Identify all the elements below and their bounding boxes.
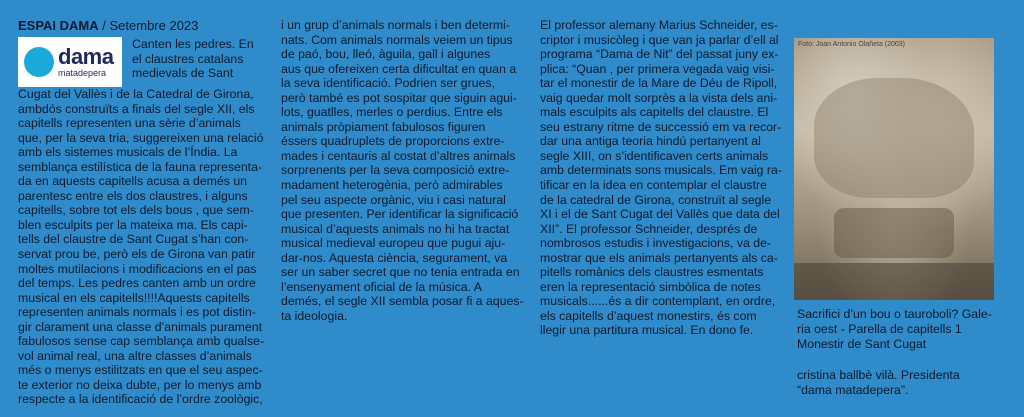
text-line: ta ideologia. [281, 308, 348, 323]
text-line: nats. Com animals normals veiem un tipus [281, 32, 513, 47]
photo-credit: Foto: Joan Antonio Olañeta (2003) [798, 41, 906, 48]
text-line: capitells, sobre tot els dels bous , que sem- [18, 203, 254, 218]
issue-date: Setembre 2023 [109, 18, 199, 33]
text-line: medievals de Sant [132, 66, 234, 81]
text-line: nombrosos estudis i investigacions, va de- [540, 236, 772, 251]
text-line: moltes mutilacions i modificacions en el pas [18, 261, 257, 276]
section-header [18, 18, 272, 33]
text-line: éssers quadruplets de proporcions extre- [281, 134, 505, 149]
text-line: animals pròpiament fabulosos figuren [281, 119, 486, 134]
text-line: pel seu aspecte orgànic, viu i casi natural [281, 192, 506, 207]
logo-word-dama: dama [58, 44, 114, 69]
text-line: XI i el de Sant Cugat del Vallès que data del [540, 207, 780, 222]
article-body-1 [18, 87, 272, 407]
text-line: plica: “Quan , per primera vegada vaig visi- [540, 61, 775, 76]
logo-row [18, 37, 272, 87]
text-line: del temps. Les pedres canten amb un ordre [18, 276, 256, 291]
signature-line: cristina ballbè vilà. Presidenta [797, 368, 960, 382]
text-line: amb determinats sons musicals. Em vaig ra- [540, 163, 782, 178]
text-line: tar el monestir de la Mare de Déu de Ripoll, [540, 76, 778, 91]
text-line: de paó, bou, lleó, àguila, gall i algunes [281, 47, 491, 62]
photo-column-shape [834, 208, 954, 258]
article-column-3 [540, 18, 785, 338]
text-line: musicals......és a dir contemplant, en ordre, [540, 294, 776, 309]
text-line: vol animal real, una altre classes d’animals [18, 348, 252, 363]
logo-circle-icon [24, 47, 54, 77]
photo-shadow-shape [794, 263, 994, 300]
text-line: XII”. El professor Schneider, després de [540, 221, 758, 236]
text-line: aus que ofereixen certa dificultat en quan a [281, 61, 517, 76]
text-line: servat prou be, però els de Girona van patir [18, 247, 256, 262]
text-line: pitells romànics dels claustres esmentats [540, 265, 764, 280]
text-line: segle XIII, on s’identificaven certs animals [540, 148, 769, 163]
photo-capital-shape [814, 78, 974, 198]
text-line: lots, guatlles, merles o perdius. Entre els [281, 105, 503, 120]
text-line: mals esculpits als capitells del claustre. El [540, 105, 769, 120]
text-line: demés, el segle XII sembla posar fi a aques- [281, 294, 524, 309]
text-line: programa “Dama de Nit” del passat juny ex- [540, 47, 779, 62]
author-signature [797, 368, 997, 397]
text-line: ser un saber secret que no tenia entrada en [281, 265, 520, 280]
text-line: però també es pot sospitar que siguin agui- [281, 90, 517, 105]
capital-photo [794, 38, 994, 300]
text-line: llegir una partitura musical. En dono fe. [540, 323, 754, 338]
header-separator: / [98, 18, 110, 33]
text-line: vaig quedar molt sorprès a la vista dels ani- [540, 90, 778, 105]
text-line: dar-nos. Aquesta ciència, segurament, va [281, 250, 508, 265]
text-line: fabulosos sense cap semblança amb qualse- [18, 334, 265, 349]
text-line: da en aquests capitells acusa a demés un [18, 174, 248, 189]
text-line: mostrar que els animals pertanyents als ca- [540, 250, 778, 265]
text-line: respecte a la identificació de l’ordre zoològic, [18, 392, 263, 407]
text-line: Canten les pedres. En [132, 37, 254, 51]
text-line: mades i centauris al costat d’altres animals [281, 148, 516, 163]
dama-logo [18, 37, 122, 87]
text-line: musical d’aquests animals no hi ha tractat [281, 221, 510, 236]
text-line: més o menys estilitzats en que el seu aspec- [18, 363, 263, 378]
text-line: que presenten. Per identificar la significació [281, 207, 519, 222]
text-line: blen esculpits per la mateixa ma. Els capi- [18, 217, 248, 232]
signature-line: “dama matadepera”. [797, 382, 909, 397]
text-line: tificar en la idea en contemplar el claustre [540, 178, 767, 193]
text-line: musical en els capitells!!!!Aquests capitells [18, 290, 250, 305]
article-column-1 [18, 18, 272, 407]
text-line: representen animals normals i es pot distin- [18, 305, 256, 320]
text-line: ambdós construïts a finals del segle XII, els [18, 101, 255, 116]
text-line: i un grup d’animals normals i ben determi- [281, 18, 510, 32]
text-line: l’ensenyament oficial de la música. A [281, 279, 482, 294]
text-line: que, per la seva tria, suggereixen una relació [18, 130, 264, 145]
photo-caption [797, 307, 1007, 352]
text-line: te exterior no deixa dubte, per lo menys amb [18, 377, 262, 392]
intro-beside-logo [132, 37, 272, 87]
text-line: dar una antiga teoria hindú pertanyent al [540, 134, 761, 149]
text-line: la seva identificació. Podrien ser grues, [281, 76, 495, 91]
text-line: capitells representen una sèrie d’animals [18, 116, 241, 131]
logo-word-matadepera: matadepera [58, 68, 107, 78]
text-line: eren la representació simbòlica de notes [540, 279, 761, 294]
text-line: el claustres catalans [132, 51, 244, 66]
text-line: seu estrany ritme de successió em va recor- [540, 119, 782, 134]
text-line: criptor i musicòleg i que van ja parlar d’ell al [540, 32, 779, 47]
text-line: Cugat del Vallès i de la Catedral de Girona, [18, 87, 254, 101]
text-line: de la catedral de Girona, construït al segle [540, 192, 772, 207]
text-line: sorprenents per la seva composició extre- [281, 163, 510, 178]
caption-line: ria oest - Parella de capitells 1 [797, 322, 962, 336]
text-line: gir clarament una classe d’animals purament [18, 319, 263, 334]
article-column-2 [281, 18, 528, 323]
text-line: El professor alemany Marius Schneider, es- [540, 18, 778, 32]
text-line: els capitells d’aquest monestirs, és com [540, 308, 757, 323]
caption-line: Monestir de Sant Cugat [797, 337, 927, 351]
logo-wordmark [58, 46, 113, 78]
caption-line: Sacrifici d’un bou o tauroboli? Gale- [797, 307, 992, 321]
text-line: musical medieval europeu que pugui aju- [281, 236, 506, 251]
text-line: amb els sistemes musicals de l’Índia. La [18, 145, 238, 160]
text-line: madament heterogènia, però admirables [281, 178, 503, 193]
text-line: parentesc entre els dos claustres, i alguns [18, 188, 248, 203]
text-line: tells del claustre de Sant Cugat s’han con- [18, 232, 249, 247]
text-line: semblança estilística de la fauna representa- [18, 159, 263, 174]
section-brand: ESPAI DAMA [18, 18, 99, 33]
